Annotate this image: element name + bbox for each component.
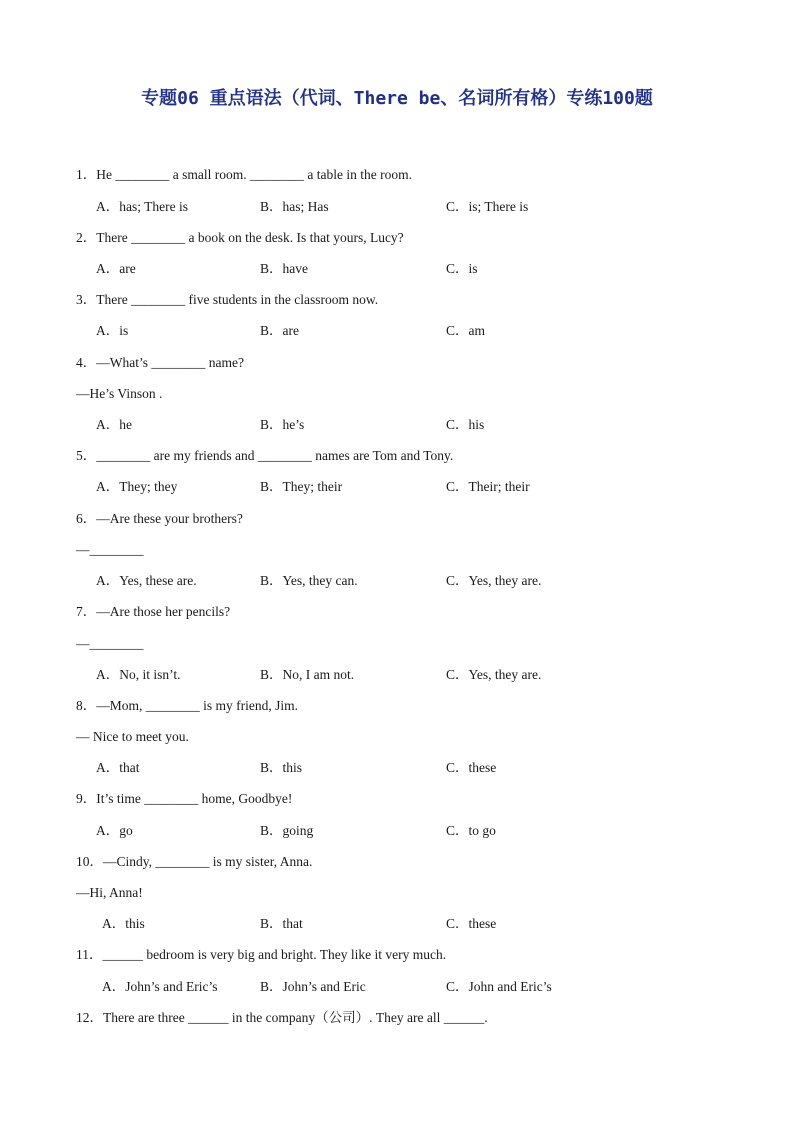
question-5-option-a: A．They; they bbox=[96, 479, 178, 494]
question-10-option-c: C．these bbox=[446, 916, 497, 931]
question-8-stem: 8．—Mom, ________ is my friend, Jim. bbox=[76, 698, 298, 713]
question-11-option-b: B．John’s and Eric bbox=[260, 979, 366, 994]
question-2-option-b: B．have bbox=[260, 261, 308, 276]
question-10-continuation: —Hi, Anna! bbox=[76, 885, 143, 900]
question-5-stem: 5．________ are my friends and ________ names are Tom and Tony. bbox=[76, 448, 454, 463]
question-1-option-a: A．has; There is bbox=[96, 199, 188, 214]
question-6-option-a: A．Yes, these are. bbox=[96, 573, 197, 588]
question-8-continuation: — Nice to meet you. bbox=[76, 729, 189, 744]
question-9-stem: 9．It’s time ________ home, Goodbye! bbox=[76, 791, 293, 806]
question-1-stem: 1．He ________ a small room. ________ a table in the room. bbox=[76, 167, 412, 182]
page-title: 专题06 重点语法（代词、There be、名词所有格）专练100题 bbox=[141, 88, 653, 109]
question-6-option-b: B．Yes, they can. bbox=[260, 573, 358, 588]
question-10-stem: 10．—Cindy, ________ is my sister, Anna. bbox=[76, 854, 313, 869]
question-6-continuation: —________ bbox=[76, 542, 144, 557]
question-8-option-b: B．this bbox=[260, 760, 303, 775]
question-5-option-b: B．They; their bbox=[260, 479, 343, 494]
question-8-option-c: C．these bbox=[446, 760, 497, 775]
question-10-option-b: B．that bbox=[260, 916, 303, 931]
question-11-option-a: A．John’s and Eric’s bbox=[102, 979, 218, 994]
question-6-option-c: C．Yes, they are. bbox=[446, 573, 542, 588]
question-11-option-c: C．John and Eric’s bbox=[446, 979, 552, 994]
question-6-stem: 6．—Are these your brothers? bbox=[76, 511, 243, 526]
question-3-option-a: A．is bbox=[96, 323, 129, 338]
question-7-option-a: A．No, it isn’t. bbox=[96, 667, 181, 682]
question-2-stem: 2．There ________ a book on the desk. Is that yours, Lucy? bbox=[76, 230, 404, 245]
question-2-option-a: A．are bbox=[96, 261, 136, 276]
question-10-option-a: A．this bbox=[102, 916, 145, 931]
question-3-stem: 3．There ________ five students in the classroom now. bbox=[76, 292, 379, 307]
question-7-option-b: B．No, I am not. bbox=[260, 667, 355, 682]
question-4-continuation: —He’s Vinson . bbox=[76, 386, 163, 401]
question-7-stem: 7．—Are those her pencils? bbox=[76, 604, 231, 619]
question-4-stem: 4．—What’s ________ name? bbox=[76, 355, 244, 370]
question-9-option-c: C．to go bbox=[446, 823, 496, 838]
question-2-option-c: C．is bbox=[446, 261, 478, 276]
question-1-option-c: C．is; There is bbox=[446, 199, 529, 214]
question-8-option-a: A．that bbox=[96, 760, 140, 775]
question-7-option-c: C．Yes, they are. bbox=[446, 667, 542, 682]
question-4-option-c: C．his bbox=[446, 417, 485, 432]
question-3-option-b: B．are bbox=[260, 323, 299, 338]
question-5-option-c: C．Their; their bbox=[446, 479, 530, 494]
question-7-continuation: —________ bbox=[76, 636, 144, 651]
question-4-option-a: A．he bbox=[96, 417, 132, 432]
question-4-option-b: B．he’s bbox=[260, 417, 305, 432]
question-11-stem: 11．______ bedroom is very big and bright. They like it very much. bbox=[76, 947, 447, 962]
question-9-option-b: B．going bbox=[260, 823, 314, 838]
question-9-option-a: A．go bbox=[96, 823, 133, 838]
question-12-stem: 12．There are three ______ in the company（公司）. They are all ______. bbox=[76, 1010, 488, 1025]
question-1-option-b: B．has; Has bbox=[260, 199, 329, 214]
question-3-option-c: C．am bbox=[446, 323, 485, 338]
